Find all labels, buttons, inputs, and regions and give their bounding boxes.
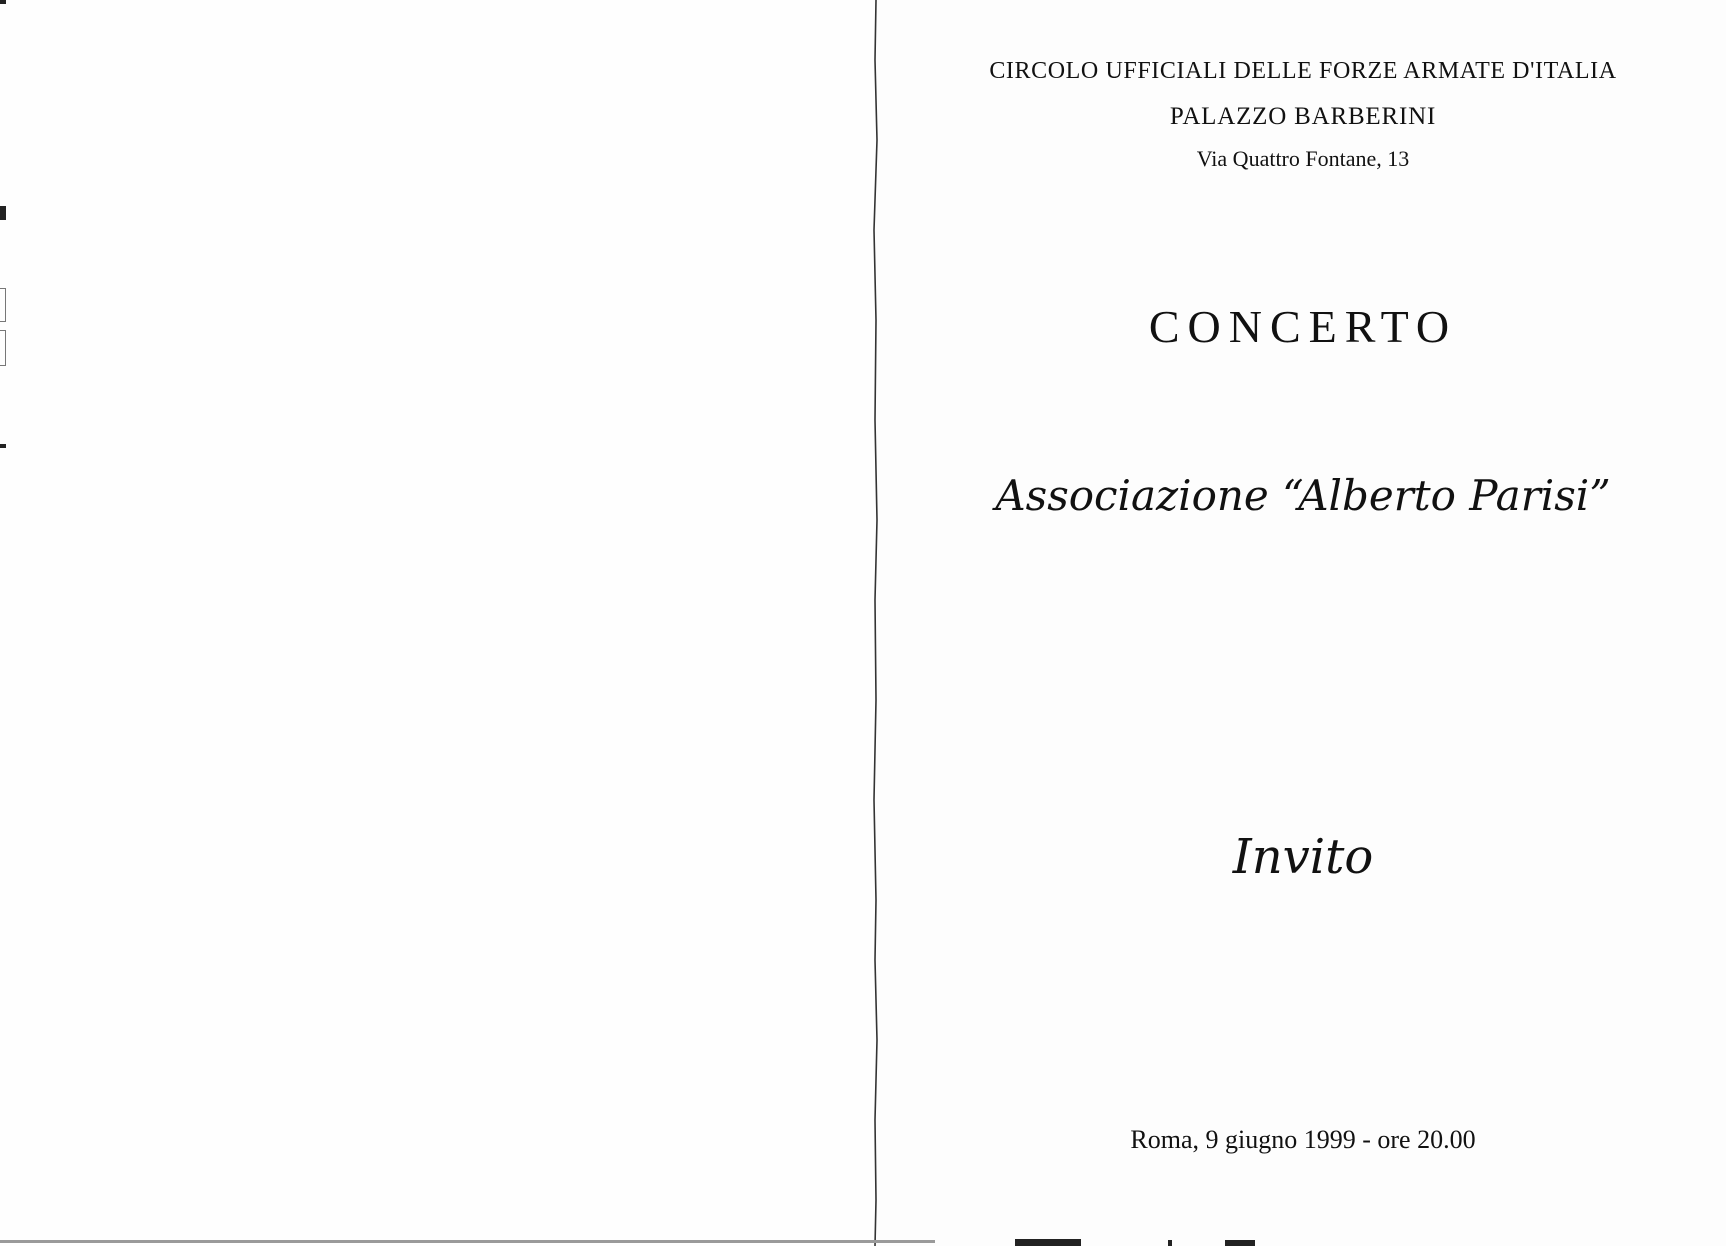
event-date-time: Roma, 9 giugno 1999 - ore 20.00 — [1130, 1125, 1476, 1154]
scan-bottom-edge — [0, 1240, 935, 1243]
scan-edge-mark — [1015, 1239, 1081, 1246]
scan-edge-mark — [0, 206, 6, 220]
event-title: CONCERTO — [1148, 301, 1458, 352]
invite-script — [880, 815, 1726, 895]
invite-heading — [880, 815, 1726, 895]
scan-edge-box — [0, 288, 6, 322]
association-script — [880, 450, 1726, 540]
organization-name: CIRCOLO UFFICIALI DELLE FORZE ARMATE D'ITALIA — [989, 58, 1617, 84]
scan-edge-mark — [0, 444, 6, 448]
invitation-cover — [880, 0, 1726, 1246]
scan-edge-box — [0, 330, 6, 366]
venue-address: Via Quattro Fontane, 13 — [1196, 146, 1410, 171]
scan-edge-mark — [1168, 1240, 1172, 1246]
association-text: Associazione “Alberto Parisi” — [995, 471, 1611, 520]
scan-edge-mark — [0, 0, 6, 4]
invite-text: Invito — [1232, 829, 1374, 885]
scan-edge-mark — [1225, 1240, 1255, 1246]
venue-name: PALAZZO BARBERINI — [1169, 103, 1437, 130]
association-name — [880, 450, 1726, 540]
